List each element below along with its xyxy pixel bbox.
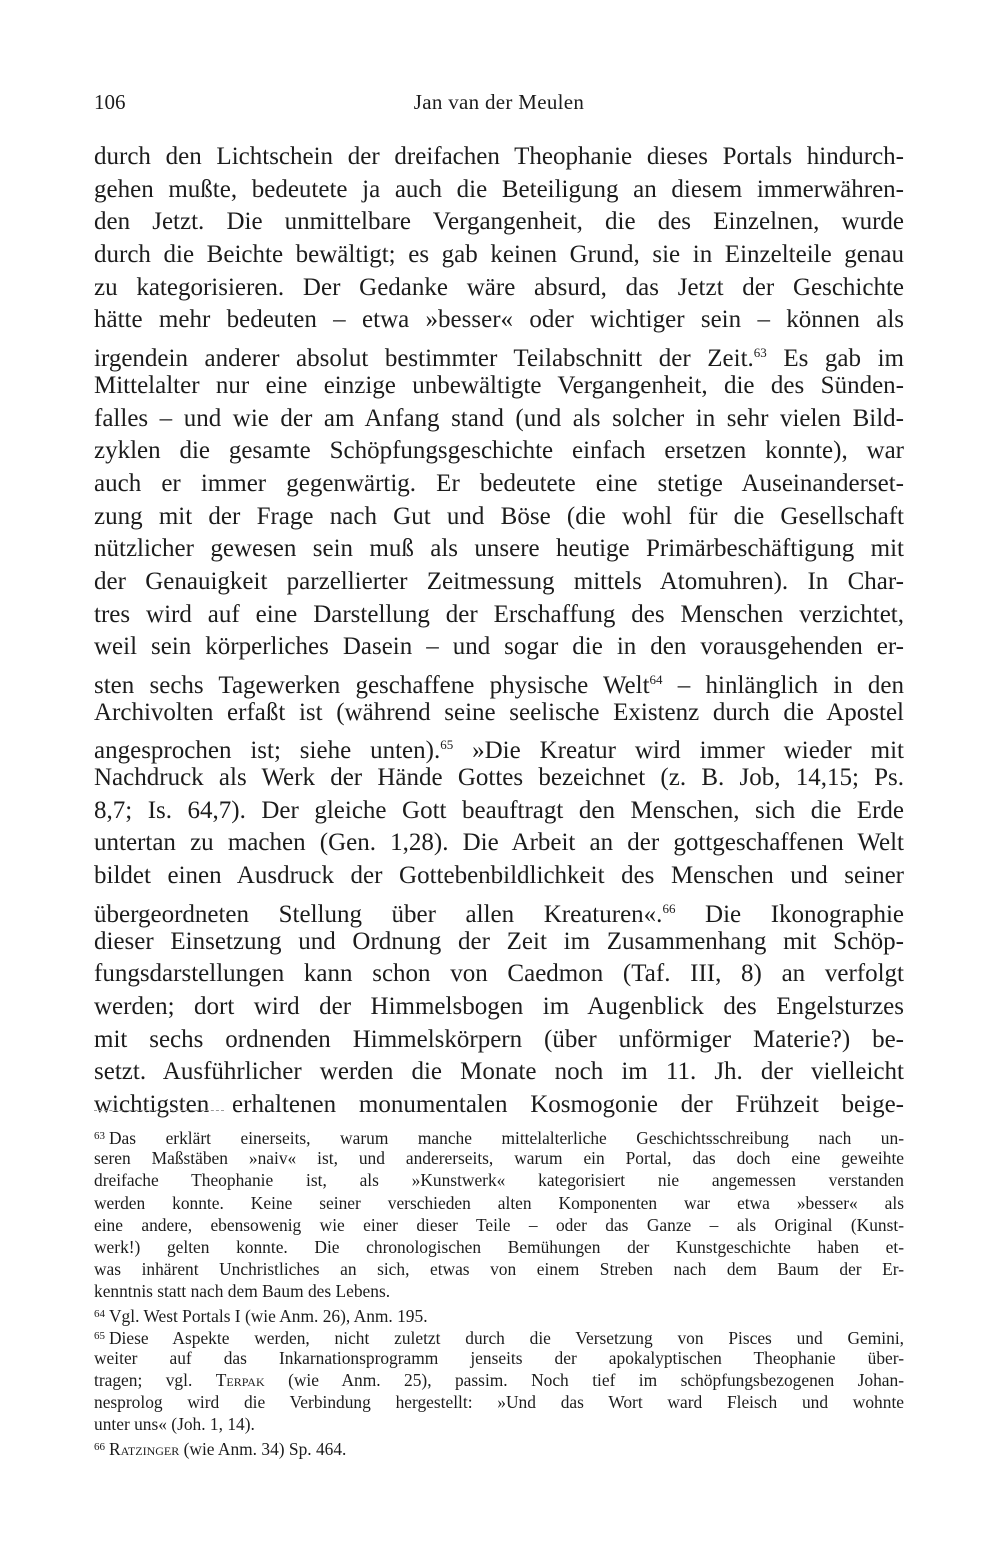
text-line: fungsdarstellungen kann schon von Caedmon (Taf. III, 8) an verfolgt — [94, 960, 904, 988]
footnote-line: werden konnte. Keine seiner verschieden alten Komponenten war etwa »besser« als — [94, 1192, 904, 1213]
text-line: bildet einen Ausdruck der Gottebenbildlichkeit des Menschen und seiner — [94, 862, 904, 890]
text-line: mit sechs ordnenden Himmelskörpern (über unförmiger Materie?) be- — [94, 1025, 904, 1053]
text-line: hätte mehr bedeuten – etwa »besser« oder wichtiger sein – können als — [94, 306, 904, 334]
author-name: Terpak — [215, 1370, 265, 1391]
text-line: Mittelalter nur eine einzige unbewältigte Vergangenheit, die des Sünden- — [94, 371, 904, 399]
text-line: dieser Einsetzung und Ordnung der Zeit im Zusammenhang mit Schöp- — [94, 927, 904, 955]
text-span: »Die Kreatur wird immer wieder mit — [453, 737, 904, 765]
footnote-line: seren Maßstäben »naiv« ist, und andererseits, warum ein Portal, das doch eine geweihte — [94, 1148, 904, 1169]
footnote-separator — [94, 1110, 224, 1111]
text-span: – hinlänglich in den — [662, 672, 904, 699]
footnote-reference[interactable]: 63 — [753, 345, 767, 361]
text-line: Archivolten erfaßt ist (während seine seelische Existenz durch die Apostel — [94, 698, 904, 726]
page-header — [94, 90, 904, 118]
text-line: durch die Beichte bewältigt; es gab keinen Grund, sie in Einzelteile genau — [94, 241, 904, 269]
footnote-66 — [94, 1436, 904, 1458]
main-text — [94, 141, 904, 1122]
footnote-63 — [94, 1125, 904, 1147]
footnote-reference[interactable]: 66 — [662, 900, 676, 916]
footnote-line: weiter auf das Inkarnationsprogramm jenseits der apokalyptischen Theophanie über- — [94, 1347, 904, 1368]
footnote-text: (wie Anm. 25), passim. Noch tief im schöpfungsbezogenen Johan- — [264, 1370, 904, 1391]
text-line — [94, 664, 904, 697]
text-line: setzt. Ausführlicher werden die Monate noch im 11. Jh. der vielleicht — [94, 1058, 904, 1086]
footnote-line: nesprolog wird die Verbindung hergestellt: »Und das Wort ward Fleisch und wohnte — [94, 1392, 904, 1413]
text-span: Die Ikonographie — [675, 900, 905, 928]
footnote-line — [94, 1369, 904, 1391]
footnote-number: 63 — [94, 1130, 105, 1142]
text-line: 8,7; Is. 64,7). Der gleiche Gott beauftragt den Menschen, sich die Erde — [94, 796, 904, 824]
text-line: zyklen die gesamte Schöpfungsgeschichte einfach ersetzen konnte), war — [94, 437, 904, 465]
footnote-number: 64 — [94, 1307, 105, 1320]
text-span: irgendein anderer absolut bestimmter Teilabschnitt der Zeit. — [94, 345, 754, 373]
text-span: Es gab im — [766, 345, 904, 373]
text-line: auch er immer gegenwärtig. Er bedeutete eine stetige Auseinanderset- — [94, 469, 904, 497]
footnote-65 — [94, 1325, 904, 1347]
footnote-line: was inhärent Unchristliches an sich, etwas von einem Streben nach dem Baum der Er- — [94, 1259, 904, 1280]
footnote-64 — [94, 1303, 904, 1325]
footnote-text: (wie Anm. 34) Sp. 464. — [179, 1438, 347, 1459]
footnote-reference[interactable]: 65 — [440, 737, 454, 753]
footnote-number: 66 — [94, 1440, 105, 1453]
text-line: gehen mußte, bedeutete ja auch die Beteiligung an diesem immerwähren- — [94, 175, 904, 203]
text-line: untertan zu machen (Gen. 1,28). Die Arbeit an der gottgeschaffenen Welt — [94, 829, 904, 857]
footnote-line: unter uns« (Joh. 1, 14). — [94, 1414, 255, 1435]
text-span: angesprochen ist; siehe unten). — [94, 737, 441, 765]
text-line: werden; dort wird der Himmelsbogen im Augenblick des Engelsturzes — [94, 992, 904, 1020]
footnote-text: Vgl. West Portals I (wie Anm. 26), Anm. 195. — [109, 1305, 428, 1326]
text-line: durch den Lichtschein der dreifachen Theophanie dieses Portals hindurch- — [94, 143, 904, 170]
footnote-reference[interactable]: 64 — [649, 672, 663, 687]
text-line: nützlicher gewesen sein muß als unsere heutige Primärbeschäftigung mit — [94, 535, 904, 563]
text-line: falles – und wie der am Anfang stand (und als solcher in sehr vielen Bild- — [94, 404, 904, 432]
author-name: Ratzinger — [109, 1438, 180, 1459]
footnote-line: eine andere, ebensowenig wie einer dieser Teile – oder das Ganze – als Original (Kunst- — [94, 1214, 904, 1235]
footnote-line: dreifache Theophanie ist, als »Kunstwerk« kategorisiert nie angemessen verstanden — [94, 1170, 904, 1191]
footnote-line: kenntnis statt nach dem Baum des Lebens. — [94, 1281, 391, 1302]
text-line: der Genauigkeit parzellierter Zeitmessung mittels Atomuhren). In Char- — [94, 567, 904, 595]
text-line: wichtigsten erhaltenen monumentalen Kosmogonie der Frühzeit beige- — [94, 1090, 904, 1118]
text-line: weil sein körperliches Dasein – und sogar die in den vorausgehenden er- — [94, 633, 904, 661]
footnote-text: Diese Aspekte werden, nicht zuletzt durch die Versetzung von Pisces und Gemini, — [109, 1327, 904, 1348]
text-span: übergeordneten Stellung über allen Kreaturen«. — [94, 900, 663, 928]
text-line — [94, 893, 904, 926]
text-span: sten sechs Tagewerken geschaffene physische Welt — [94, 672, 650, 699]
text-line — [94, 337, 904, 373]
footnotes — [94, 1125, 904, 1458]
footnote-text: tragen; vgl. — [94, 1370, 216, 1391]
footnote-number: 65 — [94, 1329, 105, 1342]
text-line: tres wird auf eine Darstellung der Erschaffung des Menschen verzichtet, — [94, 600, 904, 628]
text-line: Nachdruck als Werk der Hände Gottes bezeichnet (z. B. Job, 14,15; Ps. — [94, 764, 904, 792]
text-line: zu kategorisieren. Der Gedanke wäre absurd, das Jetzt der Geschichte — [94, 273, 904, 301]
text-line: den Jetzt. Die unmittelbare Vergangenheit, die des Einzelnen, wurde — [94, 208, 904, 236]
text-line: zung mit der Frage nach Gut und Böse (die wohl für die Gesellschaft — [94, 502, 904, 530]
footnote-text: Das erklärt einerseits, warum manche mittelalterliche Geschichtsschreibung nach un- — [109, 1128, 904, 1148]
page-number: 106 — [94, 90, 126, 114]
running-head: Jan van der Meulen — [413, 90, 585, 114]
text-line — [94, 729, 904, 765]
footnote-line: werk!) gelten konnte. Die chronologischen Bemühungen der Kunstgeschichte haben et- — [94, 1236, 904, 1257]
